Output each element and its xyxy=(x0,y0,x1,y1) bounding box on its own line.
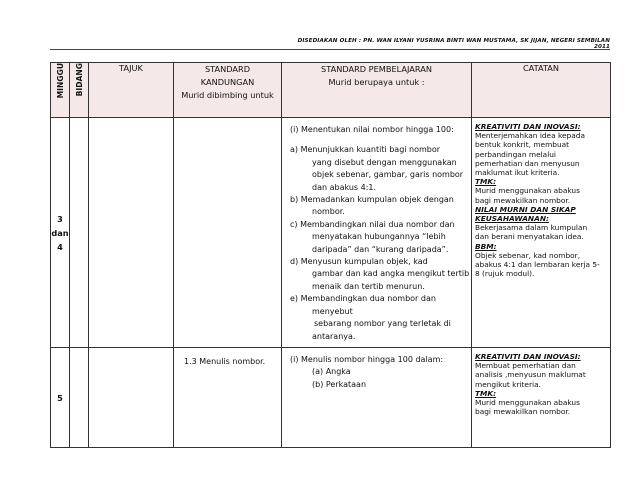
col-header-tajuk: TAJUK xyxy=(89,63,174,118)
standard-kandungan-cell xyxy=(174,118,282,348)
col-header-bidang: BIDANG xyxy=(70,63,89,118)
col-header-standard-pembelajaran: STANDARD PEMBELAJARAN Murid berupaya untuk : xyxy=(282,63,472,118)
table-row xyxy=(51,118,611,348)
minggu-cell: 5 xyxy=(51,348,70,448)
catatan-heading: KREATIVITI DAN INOVASI: xyxy=(475,352,581,361)
col-header-minggu: MINGGU xyxy=(51,63,70,118)
bidang-cell xyxy=(70,348,89,448)
catatan-heading: KREATIVITI DAN INOVASI: xyxy=(475,122,581,131)
col-header-catatan: CATATAN xyxy=(472,63,611,118)
table-header-row xyxy=(51,63,611,118)
col-header-standard-kandungan: STANDARD KANDUNGAN Murid dibimbing untuk xyxy=(174,63,282,118)
standard-kandungan-cell: 1.3 Menulis nombor. xyxy=(174,348,282,448)
catatan-heading: BBM: xyxy=(475,241,497,251)
tajuk-cell xyxy=(89,118,174,348)
table-row xyxy=(51,348,611,448)
minggu-cell: 3 dan 4 xyxy=(51,118,70,348)
catatan-heading: TMK: xyxy=(475,388,497,398)
standard-pembelajaran-cell: (i) Menulis nombor hingga 100 dalam: (a) Angka (b) Perkataan xyxy=(282,348,472,448)
bidang-cell xyxy=(70,118,89,348)
prepared-by-note: DISEDIAKAN OLEH : PN. WAN ILYANI YUSRINA BINTI WAN MUSTAMA, SK JIJAN, NEGERI SEMBILAN 2011 xyxy=(297,38,610,50)
catatan-heading: TMK: xyxy=(475,177,497,187)
tajuk-cell xyxy=(89,348,174,448)
header-divider xyxy=(50,49,610,50)
lesson-plan-table xyxy=(50,62,611,448)
catatan-cell: KREATIVITI DAN INOVASI: Menterjemahkan idea kepada bentuk konkrit, membuat perbandingan melalui pemerhatian dan menyusun maklumat ikut kriteria. TMK: Murid menggunakan abakus bagi mewakilkan nombor. NILAI MURNI DAN SIKAP KEUSAHAWANAN: Bekerjasama dalam kumpulan dan berani menyatakan idea. BBM: Objek sebenar, kad nombor, abakus 4:1 dan lembaran kerja 5- 8 (rujuk modul). xyxy=(472,118,611,348)
catatan-cell: KREATIVITI DAN INOVASI: Membuat pemerhatian dan analisis ,menyusun maklumat mengikut kriteria. TMK: Murid menggunakan abakus bagi mewakilkan nombor. xyxy=(472,348,611,448)
standard-pembelajaran-cell: (i) Menentukan nilai nombor hingga 100: a) Menunjukkan kuantiti bagi nombor yang disebut dengan menggunakan objek sebenar, gambar, garis nombor dan abakus 4:1. b) Memadankan kumpulan objek dengan nombor. c) Membandingkan nilai dua nombor dan menyatakan hubungannya “lebih daripada” dan “kurang daripada”. d) Menyusun kumpulan objek, kad gambar dan kad angka mengikut tertib menaik dan tertib menurun. e) Membandingkan dua nombor dan menyebut sebarang nombor yang terletak di antaranya. xyxy=(282,118,472,348)
catatan-heading: NILAI MURNI DAN SIKAP KEUSAHAWANAN: xyxy=(475,204,576,224)
